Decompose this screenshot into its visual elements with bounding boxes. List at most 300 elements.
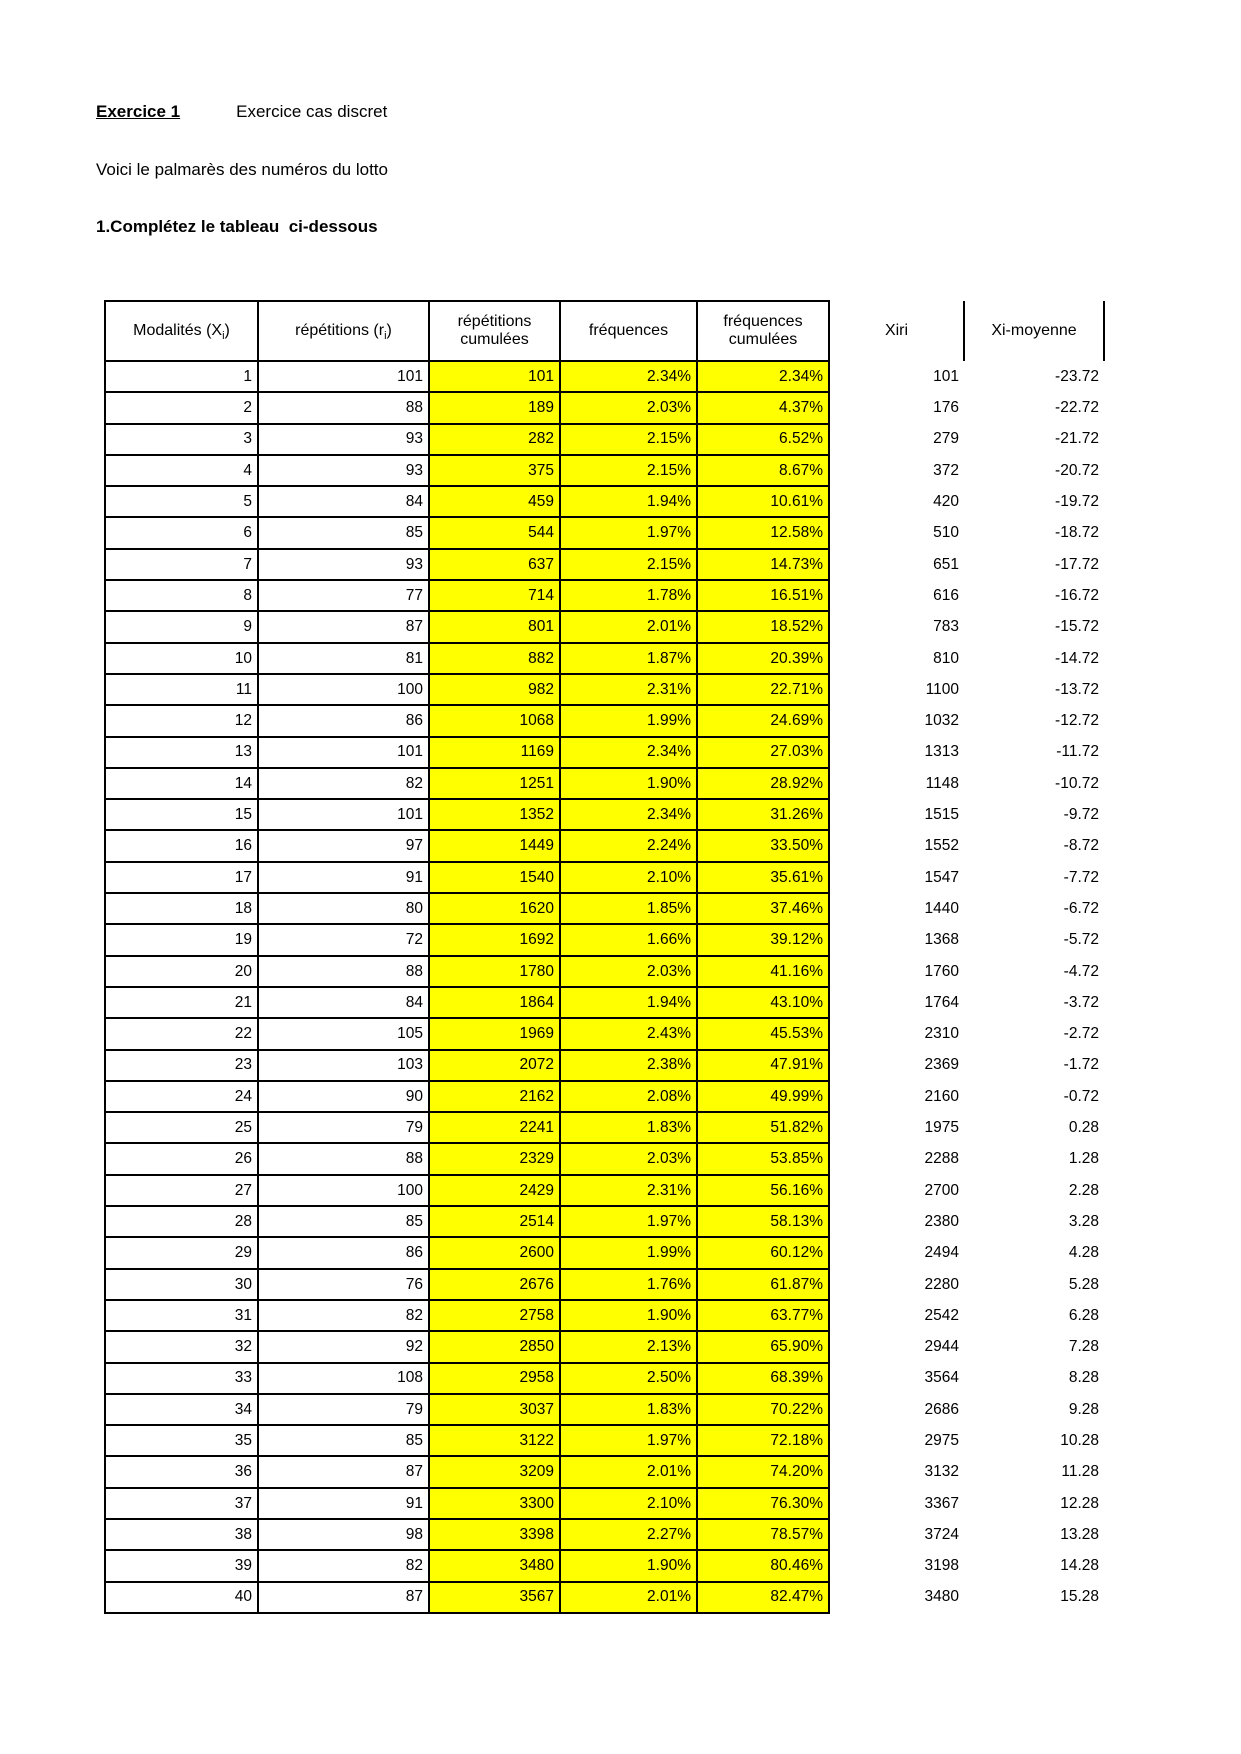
frequences-cumulees-cell: 20.39%	[697, 643, 829, 674]
table-row	[105, 987, 1104, 1018]
xiri-cell: 1313	[924, 743, 959, 761]
xiri-cell: 1975	[924, 1119, 959, 1137]
xiri-cell: 783	[933, 618, 959, 636]
header-frequences-cumulees: fréquences cumulées	[697, 301, 829, 361]
frequences-cell: 1.97%	[560, 1206, 697, 1237]
frequences-cumulees-cell: 12.58%	[697, 517, 829, 548]
repetitions-cell: 97	[258, 830, 429, 861]
frequences-cell: 2.38%	[560, 1050, 697, 1081]
frequences-cell: 2.50%	[560, 1363, 697, 1394]
frequences-cell: 1.78%	[560, 580, 697, 611]
xi-moyenne-cell: -22.72	[1055, 399, 1099, 417]
repetitions-cumulees-cell: 1352	[429, 799, 560, 830]
table-row	[105, 392, 1104, 423]
xiri-cell: 1100	[925, 680, 959, 698]
xiri-cell: 3724	[924, 1525, 959, 1543]
frequences-cell: 1.76%	[560, 1269, 697, 1300]
modalite-cell: 26	[105, 1143, 258, 1174]
xi-moyenne-cell: -12.72	[1055, 712, 1099, 730]
frequences-cumulees-cell: 63.77%	[697, 1300, 829, 1331]
repetitions-cell: 82	[258, 768, 429, 799]
frequences-cell: 2.15%	[560, 455, 697, 486]
frequences-cumulees-cell: 10.61%	[697, 486, 829, 517]
repetitions-cumulees-cell: 3209	[429, 1456, 560, 1487]
xiri-cell: 3132	[924, 1463, 959, 1481]
xi-moyenne-cell: 10.28	[1060, 1431, 1099, 1449]
xiri-cell: 2542	[924, 1306, 959, 1324]
frequences-cell: 1.85%	[560, 893, 697, 924]
frequences-cumulees-cell: 18.52%	[697, 611, 829, 642]
repetitions-cumulees-cell: 1692	[429, 924, 560, 955]
header-xiri: Xiri	[829, 301, 964, 361]
frequences-cell: 1.97%	[560, 1425, 697, 1456]
repetitions-cell: 86	[258, 1237, 429, 1268]
header-modalites	[105, 301, 258, 361]
xiri-cell: 2369	[924, 1056, 959, 1074]
header-modalites-close: )	[224, 321, 230, 339]
table-row	[105, 705, 1104, 736]
frequences-cell: 1.99%	[560, 1237, 697, 1268]
xi-moyenne-cell: 3.28	[1068, 1212, 1099, 1230]
frequences-cumulees-cell: 68.39%	[697, 1363, 829, 1394]
modalite-cell: 18	[105, 893, 258, 924]
xiri-cell: 2975	[924, 1431, 959, 1449]
xiri-cell: 2380	[924, 1212, 959, 1230]
frequences-cumulees-cell: 39.12%	[697, 924, 829, 955]
repetitions-cell: 86	[258, 705, 429, 736]
repetitions-cumulees-cell: 544	[429, 517, 560, 548]
frequences-cell: 2.10%	[560, 1488, 697, 1519]
repetitions-cell: 85	[258, 1206, 429, 1237]
modalite-cell: 3	[105, 424, 258, 455]
table-row	[105, 956, 1104, 987]
xiri-cell: 810	[933, 649, 959, 667]
modalite-cell: 2	[105, 392, 258, 423]
repetitions-cumulees-cell: 2676	[429, 1269, 560, 1300]
modalite-cell: 13	[105, 737, 258, 768]
repetitions-cell: 98	[258, 1519, 429, 1550]
table-row	[105, 1237, 1104, 1268]
table-row	[105, 1425, 1104, 1456]
table-row	[105, 643, 1104, 674]
table-row	[105, 830, 1104, 861]
xi-moyenne-cell: 8.28	[1068, 1369, 1099, 1387]
xi-moyenne-cell: -11.72	[1056, 743, 1099, 761]
frequences-cell: 2.03%	[560, 392, 697, 423]
repetitions-cell: 80	[258, 893, 429, 924]
modalite-cell: 39	[105, 1550, 258, 1581]
repetitions-cumulees-cell: 2072	[429, 1050, 560, 1081]
table-row	[105, 737, 1104, 768]
repetitions-cumulees-cell: 882	[429, 643, 560, 674]
repetitions-cell: 93	[258, 455, 429, 486]
repetitions-cumulees-cell: 2758	[429, 1300, 560, 1331]
frequences-cell: 2.08%	[560, 1081, 697, 1112]
modalite-cell: 36	[105, 1456, 258, 1487]
modalite-cell: 40	[105, 1582, 258, 1613]
frequences-cumulees-cell: 28.92%	[697, 768, 829, 799]
repetitions-cell: 93	[258, 549, 429, 580]
frequences-cumulees-cell: 43.10%	[697, 987, 829, 1018]
exercise-title-line	[96, 102, 387, 122]
repetitions-cell: 93	[258, 424, 429, 455]
table-row	[105, 862, 1104, 893]
header-repetitions-subscript: i	[384, 329, 387, 342]
repetitions-cell: 91	[258, 1488, 429, 1519]
xiri-cell: 2494	[924, 1244, 959, 1262]
repetitions-cell: 88	[258, 1143, 429, 1174]
repetitions-cell: 82	[258, 1550, 429, 1581]
xiri-cell: 1760	[924, 962, 959, 980]
frequences-cumulees-cell: 78.57%	[697, 1519, 829, 1550]
repetitions-cell: 87	[258, 1456, 429, 1487]
frequences-cumulees-cell: 51.82%	[697, 1112, 829, 1143]
frequences-cell: 2.15%	[560, 549, 697, 580]
xi-moyenne-cell: -20.72	[1055, 461, 1099, 479]
xi-moyenne-cell: -23.72	[1055, 367, 1099, 385]
xiri-cell: 1368	[924, 931, 959, 949]
table-row	[105, 768, 1104, 799]
frequences-cumulees-cell: 47.91%	[697, 1050, 829, 1081]
xi-moyenne-cell: 13.28	[1060, 1525, 1099, 1543]
repetitions-cumulees-cell: 1780	[429, 956, 560, 987]
xiri-cell: 510	[933, 524, 959, 542]
repetitions-cell: 92	[258, 1331, 429, 1362]
repetitions-cell: 101	[258, 361, 429, 392]
table-body	[105, 361, 1104, 1613]
xiri-cell: 420	[933, 493, 959, 511]
header-row	[105, 301, 1104, 361]
frequences-cumulees-cell: 72.18%	[697, 1425, 829, 1456]
table-row	[105, 1081, 1104, 1112]
xiri-cell: 2944	[924, 1338, 959, 1356]
repetitions-cumulees-cell: 3122	[429, 1425, 560, 1456]
frequences-cell: 1.90%	[560, 768, 697, 799]
xiri-cell: 1552	[924, 837, 959, 855]
xi-moyenne-cell: -0.72	[1063, 1087, 1099, 1105]
repetitions-cumulees-cell: 1864	[429, 987, 560, 1018]
xi-moyenne-cell: -15.72	[1055, 618, 1099, 636]
table-row	[105, 549, 1104, 580]
modalite-cell: 22	[105, 1018, 258, 1049]
modalite-cell: 7	[105, 549, 258, 580]
repetitions-cumulees-cell: 714	[429, 580, 560, 611]
table-header	[105, 301, 1104, 361]
modalite-cell: 25	[105, 1112, 258, 1143]
frequences-cumulees-cell: 41.16%	[697, 956, 829, 987]
xi-moyenne-cell: 11.28	[1061, 1463, 1099, 1481]
frequences-cumulees-cell: 24.69%	[697, 705, 829, 736]
frequences-cell: 2.15%	[560, 424, 697, 455]
repetitions-cumulees-cell: 375	[429, 455, 560, 486]
repetitions-cumulees-cell: 1068	[429, 705, 560, 736]
xi-moyenne-cell: -19.72	[1055, 493, 1099, 511]
exercise-title: Exercice 1	[96, 102, 181, 121]
modalite-cell: 21	[105, 987, 258, 1018]
repetitions-cumulees-cell: 2958	[429, 1363, 560, 1394]
repetitions-cumulees-cell: 2162	[429, 1081, 560, 1112]
xi-moyenne-cell: -10.72	[1055, 774, 1099, 792]
modalite-cell: 28	[105, 1206, 258, 1237]
repetitions-cumulees-cell: 101	[429, 361, 560, 392]
modalite-cell: 5	[105, 486, 258, 517]
xiri-cell: 279	[933, 430, 959, 448]
table-row	[105, 611, 1104, 642]
table-row	[105, 924, 1104, 955]
modalite-cell: 1	[105, 361, 258, 392]
xiri-cell: 1440	[924, 899, 959, 917]
frequences-cell: 2.27%	[560, 1519, 697, 1550]
repetitions-cumulees-cell: 2429	[429, 1175, 560, 1206]
modalite-cell: 4	[105, 455, 258, 486]
xi-moyenne-cell: -1.72	[1063, 1056, 1099, 1074]
header-repetitions-close: )	[386, 321, 392, 339]
table-row	[105, 517, 1104, 548]
table-row	[105, 1175, 1104, 1206]
modalite-cell: 32	[105, 1331, 258, 1362]
modalite-cell: 8	[105, 580, 258, 611]
repetitions-cumulees-cell: 2850	[429, 1331, 560, 1362]
frequency-table	[104, 300, 1105, 1614]
xi-moyenne-cell: -6.72	[1063, 899, 1099, 917]
modalite-cell: 12	[105, 705, 258, 736]
table-row	[105, 580, 1104, 611]
frequences-cumulees-cell: 33.50%	[697, 830, 829, 861]
xi-moyenne-cell: -7.72	[1063, 868, 1099, 886]
header-repetitions	[258, 301, 429, 361]
repetitions-cumulees-cell: 2514	[429, 1206, 560, 1237]
repetitions-cell: 79	[258, 1394, 429, 1425]
modalite-cell: 38	[105, 1519, 258, 1550]
frequences-cumulees-cell: 4.37%	[697, 392, 829, 423]
xiri-cell: 372	[933, 461, 959, 479]
header-modalites-subscript: i	[222, 329, 225, 342]
repetitions-cell: 101	[258, 799, 429, 830]
frequences-cumulees-cell: 61.87%	[697, 1269, 829, 1300]
repetitions-cumulees-cell: 1969	[429, 1018, 560, 1049]
repetitions-cumulees-cell: 189	[429, 392, 560, 423]
table-row	[105, 674, 1104, 705]
table-row	[105, 1331, 1104, 1362]
table-row	[105, 486, 1104, 517]
xi-moyenne-cell: -16.72	[1055, 586, 1099, 604]
repetitions-cell: 100	[258, 674, 429, 705]
frequences-cumulees-cell: 58.13%	[697, 1206, 829, 1237]
repetitions-cell: 87	[258, 611, 429, 642]
modalite-cell: 34	[105, 1394, 258, 1425]
repetitions-cell: 105	[258, 1018, 429, 1049]
xiri-cell: 3564	[924, 1369, 959, 1387]
frequences-cell: 2.43%	[560, 1018, 697, 1049]
frequences-cumulees-cell: 76.30%	[697, 1488, 829, 1519]
repetitions-cell: 100	[258, 1175, 429, 1206]
table-row	[105, 361, 1104, 392]
modalite-cell: 30	[105, 1269, 258, 1300]
xiri-cell: 2160	[924, 1087, 959, 1105]
repetitions-cell: 88	[258, 392, 429, 423]
xiri-cell: 2280	[924, 1275, 959, 1293]
frequences-cell: 1.94%	[560, 987, 697, 1018]
modalite-cell: 35	[105, 1425, 258, 1456]
modalite-cell: 19	[105, 924, 258, 955]
xiri-cell: 1547	[924, 868, 959, 886]
repetitions-cumulees-cell: 459	[429, 486, 560, 517]
repetitions-cell: 85	[258, 517, 429, 548]
table-row	[105, 1550, 1104, 1581]
xi-moyenne-cell: 7.28	[1068, 1338, 1099, 1356]
frequences-cumulees-cell: 8.67%	[697, 455, 829, 486]
repetitions-cell: 108	[258, 1363, 429, 1394]
repetitions-cumulees-cell: 1540	[429, 862, 560, 893]
xi-moyenne-cell: -5.72	[1063, 931, 1099, 949]
modalite-cell: 29	[105, 1237, 258, 1268]
xi-moyenne-cell: -13.72	[1055, 680, 1099, 698]
table-row	[105, 1018, 1104, 1049]
table-row	[105, 893, 1104, 924]
frequences-cumulees-cell: 35.61%	[697, 862, 829, 893]
frequences-cumulees-cell: 14.73%	[697, 549, 829, 580]
modalite-cell: 9	[105, 611, 258, 642]
frequences-cell: 2.10%	[560, 862, 697, 893]
modalite-cell: 37	[105, 1488, 258, 1519]
repetitions-cell: 90	[258, 1081, 429, 1112]
xi-moyenne-cell: -18.72	[1055, 524, 1099, 542]
repetitions-cell: 91	[258, 862, 429, 893]
xi-moyenne-cell: -21.72	[1055, 430, 1099, 448]
repetitions-cell: 101	[258, 737, 429, 768]
repetitions-cell: 85	[258, 1425, 429, 1456]
xiri-cell: 101	[933, 367, 959, 385]
xiri-cell: 2686	[924, 1400, 959, 1418]
header-frequences: fréquences	[560, 301, 697, 361]
xi-moyenne-cell: 6.28	[1068, 1306, 1099, 1324]
repetitions-cumulees-cell: 1251	[429, 768, 560, 799]
frequences-cumulees-cell: 56.16%	[697, 1175, 829, 1206]
modalite-cell: 20	[105, 956, 258, 987]
modalite-cell: 6	[105, 517, 258, 548]
frequences-cell: 1.99%	[560, 705, 697, 736]
frequences-cell: 2.13%	[560, 1331, 697, 1362]
repetitions-cumulees-cell: 1620	[429, 893, 560, 924]
frequences-cell: 2.31%	[560, 674, 697, 705]
repetitions-cell: 84	[258, 486, 429, 517]
frequences-cumulees-cell: 65.90%	[697, 1331, 829, 1362]
modalite-cell: 31	[105, 1300, 258, 1331]
xi-moyenne-cell: 5.28	[1068, 1275, 1099, 1293]
table-row	[105, 1519, 1104, 1550]
modalite-cell: 17	[105, 862, 258, 893]
frequences-cell: 2.34%	[560, 799, 697, 830]
modalite-cell: 10	[105, 643, 258, 674]
frequences-cell: 1.83%	[560, 1112, 697, 1143]
repetitions-cumulees-cell: 3300	[429, 1488, 560, 1519]
frequences-cumulees-cell: 70.22%	[697, 1394, 829, 1425]
modalite-cell: 33	[105, 1363, 258, 1394]
xi-moyenne-cell: 0.28	[1068, 1119, 1099, 1137]
xiri-cell: 3367	[924, 1494, 959, 1512]
xi-moyenne-cell: 1.28	[1068, 1150, 1099, 1168]
frequences-cumulees-cell: 22.71%	[697, 674, 829, 705]
xi-moyenne-cell: 12.28	[1060, 1494, 1099, 1512]
repetitions-cumulees-cell: 637	[429, 549, 560, 580]
frequences-cell: 2.01%	[560, 611, 697, 642]
repetitions-cell: 88	[258, 956, 429, 987]
table-row	[105, 1456, 1104, 1487]
xiri-cell: 176	[933, 399, 959, 417]
table-row	[105, 1394, 1104, 1425]
frequences-cell: 1.83%	[560, 1394, 697, 1425]
repetitions-cumulees-cell: 2329	[429, 1143, 560, 1174]
modalite-cell: 16	[105, 830, 258, 861]
frequences-cumulees-cell: 82.47%	[697, 1582, 829, 1613]
table-row	[105, 1206, 1104, 1237]
header-repetitions-cumulees: répétitions cumulées	[429, 301, 560, 361]
frequences-cell: 2.01%	[560, 1582, 697, 1613]
frequences-cell: 2.34%	[560, 737, 697, 768]
repetitions-cumulees-cell: 2241	[429, 1112, 560, 1143]
intro-text: Voici le palmarès des numéros du lotto	[96, 160, 388, 179]
repetitions-cumulees-cell: 3037	[429, 1394, 560, 1425]
frequences-cumulees-cell: 60.12%	[697, 1237, 829, 1268]
repetitions-cumulees-cell: 3398	[429, 1519, 560, 1550]
frequences-cumulees-cell: 53.85%	[697, 1143, 829, 1174]
frequences-cell: 1.90%	[560, 1550, 697, 1581]
repetitions-cell: 72	[258, 924, 429, 955]
xi-moyenne-cell: 4.28	[1068, 1244, 1099, 1262]
xiri-cell: 3480	[924, 1588, 959, 1606]
repetitions-cumulees-cell: 982	[429, 674, 560, 705]
modalite-cell: 23	[105, 1050, 258, 1081]
xi-moyenne-cell: 9.28	[1068, 1400, 1099, 1418]
header-modalites-text: Modalités (X	[133, 321, 223, 339]
modalite-cell: 15	[105, 799, 258, 830]
repetitions-cumulees-cell: 3480	[429, 1550, 560, 1581]
repetitions-cell: 76	[258, 1269, 429, 1300]
table-row	[105, 1050, 1104, 1081]
frequences-cumulees-cell: 6.52%	[697, 424, 829, 455]
frequences-cumulees-cell: 16.51%	[697, 580, 829, 611]
frequences-cell: 2.31%	[560, 1175, 697, 1206]
xi-moyenne-cell: -2.72	[1063, 1025, 1099, 1043]
xi-moyenne-cell: 2.28	[1068, 1181, 1099, 1199]
table-row	[105, 799, 1104, 830]
modalite-cell: 24	[105, 1081, 258, 1112]
repetitions-cumulees-cell: 2600	[429, 1237, 560, 1268]
frequences-cell: 1.94%	[560, 486, 697, 517]
xiri-cell: 616	[933, 586, 959, 604]
xiri-cell: 1764	[924, 993, 959, 1011]
table-row	[105, 1300, 1104, 1331]
xi-moyenne-cell: -9.72	[1063, 806, 1099, 824]
table-row	[105, 1269, 1104, 1300]
xi-moyenne-cell: -4.72	[1063, 962, 1099, 980]
frequences-cumulees-cell: 45.53%	[697, 1018, 829, 1049]
frequences-cell: 2.03%	[560, 956, 697, 987]
xi-moyenne-cell: -17.72	[1055, 555, 1099, 573]
xi-moyenne-cell: 14.28	[1060, 1557, 1099, 1575]
modalite-cell: 27	[105, 1175, 258, 1206]
frequences-cumulees-cell: 27.03%	[697, 737, 829, 768]
xiri-cell: 3198	[924, 1557, 959, 1575]
table-row	[105, 455, 1104, 486]
frequences-cell: 1.87%	[560, 643, 697, 674]
repetitions-cell: 103	[258, 1050, 429, 1081]
modalite-cell: 11	[105, 674, 258, 705]
table-row	[105, 1112, 1104, 1143]
exercise-subtitle: Exercice cas discret	[236, 102, 388, 121]
header-xi-moyenne: Xi-moyenne	[964, 301, 1104, 361]
repetitions-cumulees-cell: 282	[429, 424, 560, 455]
